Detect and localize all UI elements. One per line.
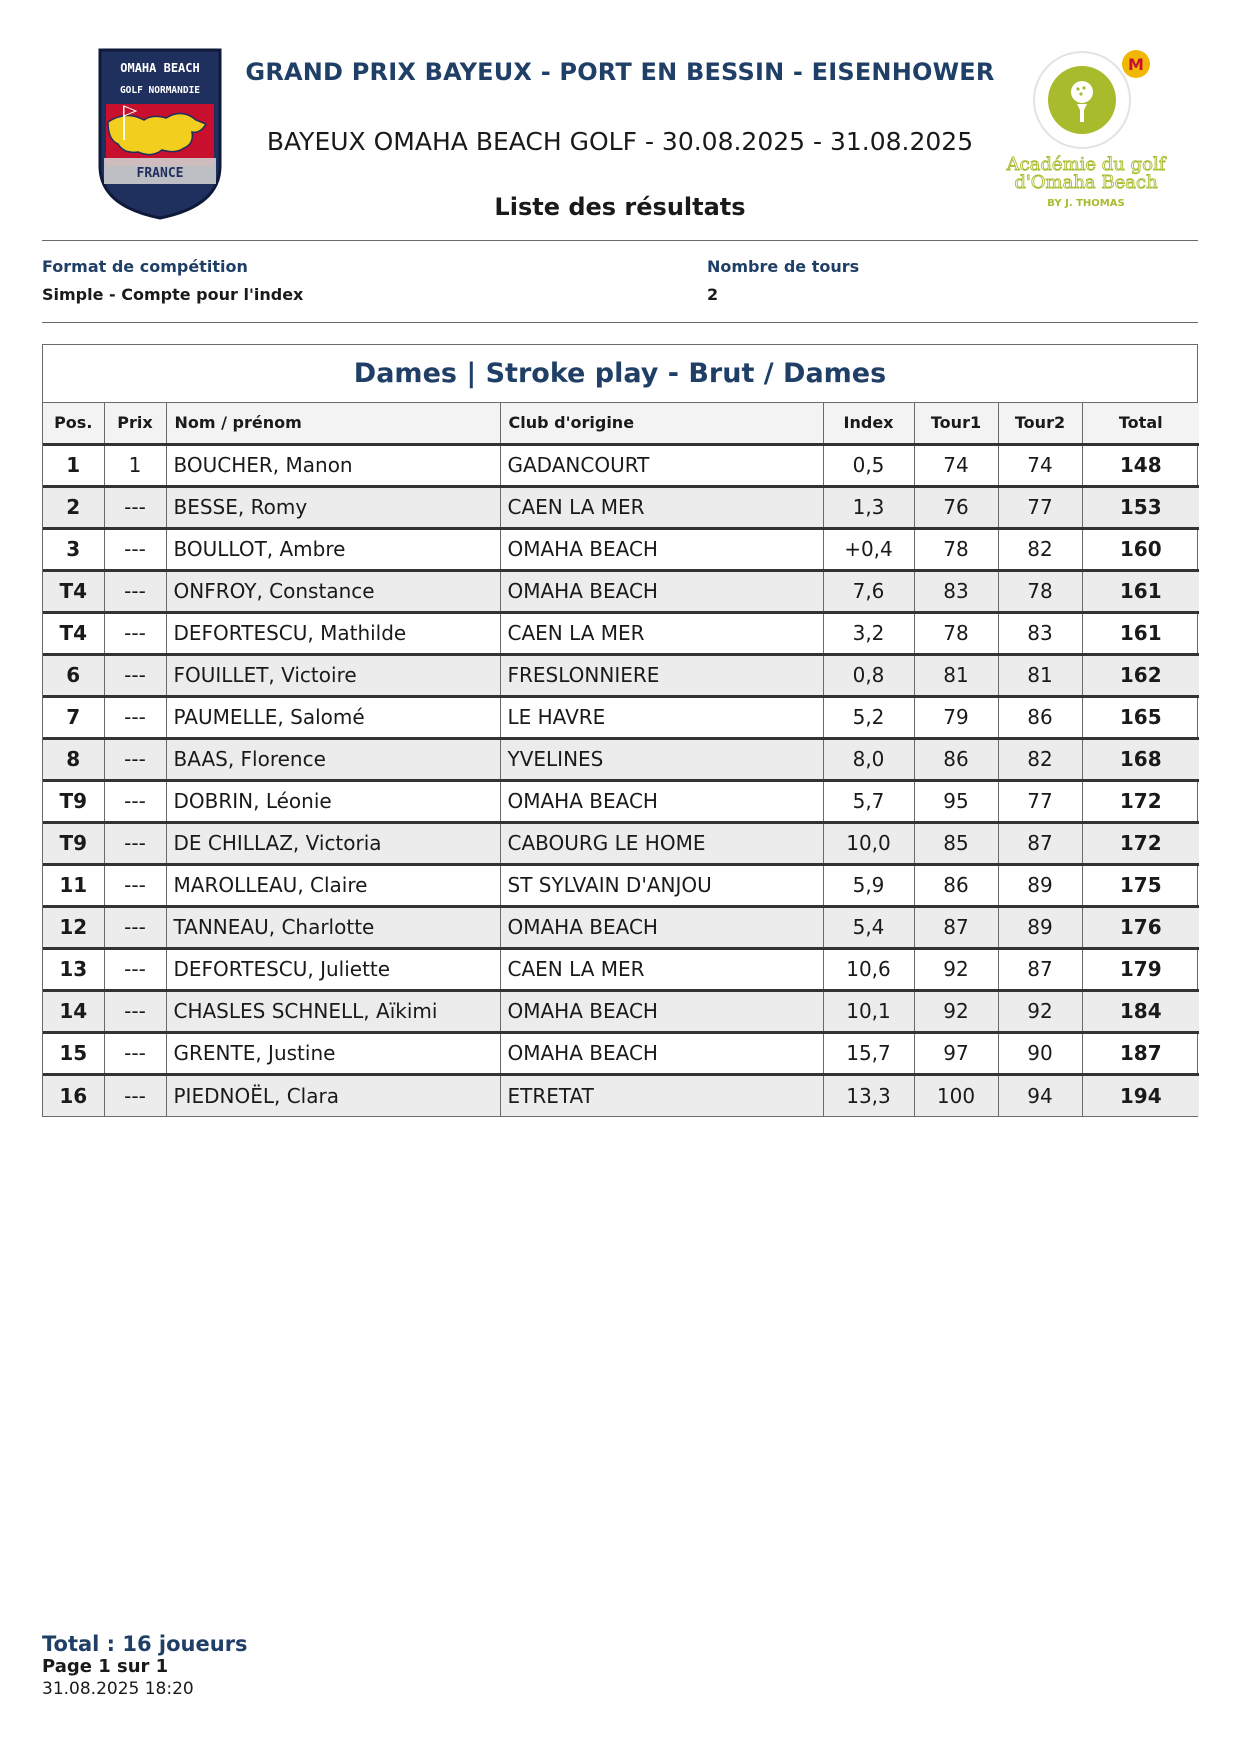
cell-club: CABOURG LE HOME (500, 822, 823, 864)
cell-name: CHASLES SCHNELL, Aïkimi (166, 990, 500, 1032)
cell-prix: --- (104, 864, 166, 906)
cell-name: GRENTE, Justine (166, 1032, 500, 1074)
cell-name: DEFORTESCU, Juliette (166, 948, 500, 990)
cell-total: 172 (1082, 780, 1199, 822)
cell-pos: T9 (43, 822, 104, 864)
cell-club: GADANCOURT (500, 444, 823, 486)
cell-tour2: 90 (998, 1032, 1082, 1074)
cell-total: 175 (1082, 864, 1199, 906)
cell-prix: 1 (104, 444, 166, 486)
cell-tour1: 79 (914, 696, 998, 738)
footer-total: Total : 16 joueurs (42, 1632, 248, 1656)
cell-pos: 11 (43, 864, 104, 906)
cell-name: MAROLLEAU, Claire (166, 864, 500, 906)
col-header-club: Club d'origine (500, 403, 823, 444)
table-header-row (43, 403, 1199, 444)
table-row (43, 444, 1199, 486)
cell-pos: T9 (43, 780, 104, 822)
svg-text:M: M (1128, 55, 1144, 74)
cell-name: TANNEAU, Charlotte (166, 906, 500, 948)
event-subtitle: BAYEUX OMAHA BEACH GOLF - 30.08.2025 - 31.08.2025 (266, 127, 974, 156)
cell-pos: 1 (43, 444, 104, 486)
rounds-label: Nombre de tours (707, 257, 860, 276)
cell-prix: --- (104, 906, 166, 948)
cell-tour1: 97 (914, 1032, 998, 1074)
cell-name: PAUMELLE, Salomé (166, 696, 500, 738)
cell-total: 179 (1082, 948, 1199, 990)
cell-total: 165 (1082, 696, 1199, 738)
table-row (43, 990, 1199, 1032)
cell-tour2: 77 (998, 780, 1082, 822)
cell-total: 176 (1082, 906, 1199, 948)
cell-total: 148 (1082, 444, 1199, 486)
col-header-pos: Pos. (43, 403, 104, 444)
table-row (43, 738, 1199, 780)
cell-pos: 13 (43, 948, 104, 990)
cell-pos: 7 (43, 696, 104, 738)
cell-name: BESSE, Romy (166, 486, 500, 528)
cell-index: 3,2 (823, 612, 914, 654)
cell-index: 5,7 (823, 780, 914, 822)
cell-name: DEFORTESCU, Mathilde (166, 612, 500, 654)
cell-total: 187 (1082, 1032, 1199, 1074)
results-table (43, 403, 1199, 1116)
table-row (43, 654, 1199, 696)
table-row (43, 1032, 1199, 1074)
cell-club: FRESLONNIERE (500, 654, 823, 696)
list-title: Liste des résultats (494, 193, 746, 221)
cell-total: 168 (1082, 738, 1199, 780)
table-row (43, 1074, 1199, 1116)
logo-right-line1: Académie du golf (1006, 154, 1166, 175)
cell-pos: T4 (43, 570, 104, 612)
cell-tour2: 82 (998, 528, 1082, 570)
cell-index: 10,1 (823, 990, 914, 1032)
cell-club: OMAHA BEACH (500, 780, 823, 822)
cell-tour2: 86 (998, 696, 1082, 738)
logo-left-line1: OMAHA BEACH (120, 61, 200, 75)
cell-tour1: 83 (914, 570, 998, 612)
col-header-index: Index (823, 403, 914, 444)
cell-index: 5,2 (823, 696, 914, 738)
cell-tour1: 81 (914, 654, 998, 696)
cell-name: ONFROY, Constance (166, 570, 500, 612)
cell-name: DE CHILLAZ, Victoria (166, 822, 500, 864)
cell-prix: --- (104, 528, 166, 570)
table-row (43, 612, 1199, 654)
cell-index: 10,6 (823, 948, 914, 990)
cell-tour2: 81 (998, 654, 1082, 696)
cell-total: 172 (1082, 822, 1199, 864)
logo-left-line3: FRANCE (136, 166, 184, 181)
table-row (43, 528, 1199, 570)
cell-index: 5,4 (823, 906, 914, 948)
cell-tour1: 95 (914, 780, 998, 822)
cell-club: ETRETAT (500, 1074, 823, 1116)
cell-name: DOBRIN, Léonie (166, 780, 500, 822)
col-header-tour1: Tour1 (914, 403, 998, 444)
cell-pos: 2 (43, 486, 104, 528)
cell-tour1: 74 (914, 444, 998, 486)
cell-name: FOUILLET, Victoire (166, 654, 500, 696)
cell-index: 13,3 (823, 1074, 914, 1116)
cell-prix: --- (104, 990, 166, 1032)
footer-page: Page 1 sur 1 (42, 1656, 169, 1677)
table-row (43, 948, 1199, 990)
cell-tour2: 92 (998, 990, 1082, 1032)
cell-pos: 12 (43, 906, 104, 948)
cell-tour1: 78 (914, 612, 998, 654)
cell-index: 5,9 (823, 864, 914, 906)
cell-tour1: 85 (914, 822, 998, 864)
cell-total: 162 (1082, 654, 1199, 696)
cell-name: BOULLOT, Ambre (166, 528, 500, 570)
cell-club: OMAHA BEACH (500, 528, 823, 570)
cell-index: 15,7 (823, 1032, 914, 1074)
cell-total: 160 (1082, 528, 1199, 570)
cell-total: 161 (1082, 570, 1199, 612)
cell-index: 8,0 (823, 738, 914, 780)
logo-right-line2: d'Omaha Beach (1014, 172, 1158, 193)
cell-index: 0,8 (823, 654, 914, 696)
table-row (43, 864, 1199, 906)
cell-tour2: 78 (998, 570, 1082, 612)
cell-tour1: 92 (914, 990, 998, 1032)
cell-tour1: 92 (914, 948, 998, 990)
cell-pos: 8 (43, 738, 104, 780)
cell-prix: --- (104, 1032, 166, 1074)
cell-tour1: 86 (914, 864, 998, 906)
divider-top (42, 240, 1198, 241)
table-row (43, 780, 1199, 822)
col-header-total: Total (1082, 403, 1199, 444)
cell-club: CAEN LA MER (500, 948, 823, 990)
cell-pos: T4 (43, 612, 104, 654)
divider-bottom (42, 322, 1198, 323)
cell-index: 7,6 (823, 570, 914, 612)
rounds-value: 2 (707, 285, 719, 304)
cell-prix: --- (104, 1074, 166, 1116)
cell-prix: --- (104, 696, 166, 738)
logo-right-line3: BY J. THOMAS (1047, 198, 1125, 209)
cell-tour2: 89 (998, 864, 1082, 906)
cell-name: PIEDNOËL, Clara (166, 1074, 500, 1116)
cell-name: BAAS, Florence (166, 738, 500, 780)
results-table-container (42, 344, 1198, 1117)
cell-tour2: 87 (998, 948, 1082, 990)
cell-pos: 16 (43, 1074, 104, 1116)
cell-tour1: 100 (914, 1074, 998, 1116)
cell-tour1: 76 (914, 486, 998, 528)
cell-prix: --- (104, 486, 166, 528)
col-header-prix: Prix (104, 403, 166, 444)
table-row (43, 906, 1199, 948)
cell-prix: --- (104, 570, 166, 612)
cell-tour2: 83 (998, 612, 1082, 654)
cell-index: +0,4 (823, 528, 914, 570)
cell-club: CAEN LA MER (500, 612, 823, 654)
cell-prix: --- (104, 612, 166, 654)
cell-tour1: 87 (914, 906, 998, 948)
table-row (43, 822, 1199, 864)
cell-pos: 6 (43, 654, 104, 696)
cell-prix: --- (104, 738, 166, 780)
cell-prix: --- (104, 654, 166, 696)
cell-index: 1,3 (823, 486, 914, 528)
cell-tour1: 78 (914, 528, 998, 570)
academie-golf-logo (1000, 48, 1180, 220)
col-header-tour2: Tour2 (998, 403, 1082, 444)
cell-tour2: 74 (998, 444, 1082, 486)
cell-club: LE HAVRE (500, 696, 823, 738)
cell-tour2: 82 (998, 738, 1082, 780)
cell-index: 0,5 (823, 444, 914, 486)
cell-tour2: 77 (998, 486, 1082, 528)
cell-total: 161 (1082, 612, 1199, 654)
format-value: Simple - Compte pour l'index (42, 285, 304, 304)
cell-tour2: 89 (998, 906, 1082, 948)
logo-left-line2: GOLF NORMANDIE (119, 85, 201, 96)
cell-pos: 14 (43, 990, 104, 1032)
col-header-name: Nom / prénom (166, 403, 500, 444)
footer-datetime: 31.08.2025 18:20 (42, 1679, 194, 1699)
cell-tour2: 87 (998, 822, 1082, 864)
cell-club: OMAHA BEACH (500, 990, 823, 1032)
cell-pos: 15 (43, 1032, 104, 1074)
cell-prix: --- (104, 948, 166, 990)
table-row (43, 696, 1199, 738)
cell-pos: 3 (43, 528, 104, 570)
cell-prix: --- (104, 780, 166, 822)
cell-club: OMAHA BEACH (500, 1032, 823, 1074)
format-label: Format de compétition (42, 257, 248, 276)
omaha-beach-golf-logo (96, 48, 224, 220)
cell-club: ST SYLVAIN D'ANJOU (500, 864, 823, 906)
cell-club: CAEN LA MER (500, 486, 823, 528)
cell-club: OMAHA BEACH (500, 570, 823, 612)
results-caption: Dames | Stroke play - Brut / Dames (43, 345, 1197, 403)
cell-total: 153 (1082, 486, 1199, 528)
cell-total: 184 (1082, 990, 1199, 1032)
table-row (43, 570, 1199, 612)
cell-tour1: 86 (914, 738, 998, 780)
cell-total: 194 (1082, 1074, 1199, 1116)
table-row (43, 486, 1199, 528)
cell-name: BOUCHER, Manon (166, 444, 500, 486)
cell-club: OMAHA BEACH (500, 906, 823, 948)
cell-prix: --- (104, 822, 166, 864)
cell-tour2: 94 (998, 1074, 1082, 1116)
cell-club: YVELINES (500, 738, 823, 780)
cell-index: 10,0 (823, 822, 914, 864)
event-title: GRAND PRIX BAYEUX - PORT EN BESSIN - EISENHOWER (245, 58, 995, 86)
